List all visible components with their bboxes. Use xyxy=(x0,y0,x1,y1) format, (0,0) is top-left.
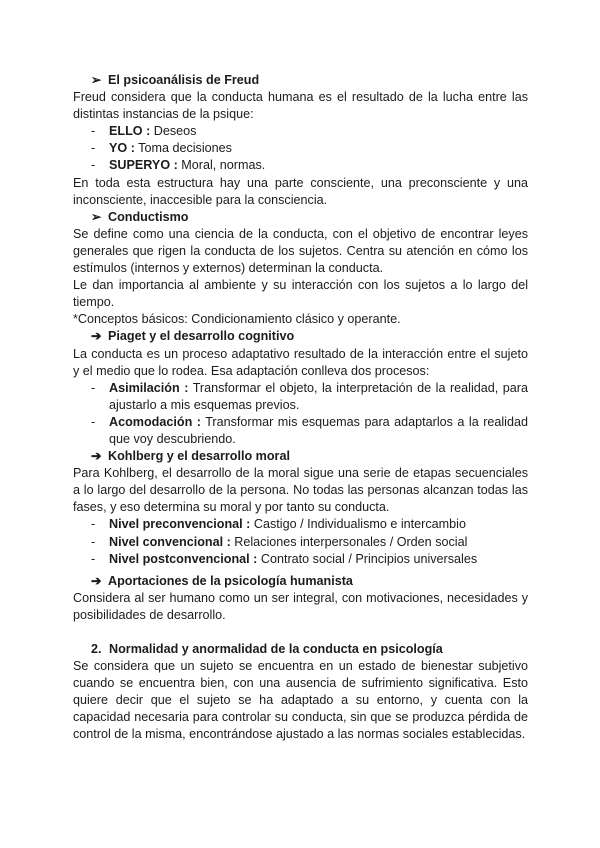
list-item xyxy=(73,123,528,140)
list-item xyxy=(73,380,528,414)
list-item xyxy=(73,534,528,551)
conductismo-paragraph-2: Le dan importancia al ambiente y su interacción con los sujetos a lo largo del tiempo. xyxy=(73,278,528,310)
arrow-bullet-icon: ➔ xyxy=(91,573,102,588)
heading-piaget-title: Piaget y el desarrollo cognitivo xyxy=(108,329,295,344)
list-text: Transformar mis esquemas para adaptarlos a la realidad que voy descubriendo. xyxy=(109,414,528,446)
heading-humanista-title: Aportaciones de la psicología humanista xyxy=(108,573,353,588)
kohlberg-list xyxy=(73,516,528,567)
freud-list xyxy=(73,123,528,174)
arrow-bullet-icon: ➔ xyxy=(91,449,102,464)
list-text: Relaciones interpersonales / Orden social xyxy=(230,534,468,549)
list-item xyxy=(73,414,528,448)
section-2-paragraph: Se considera que un sujeto se encuentra en un estado de bienestar subjetivo cuando se encuentra bien, con una ausencia de sufrimiento significativa. Esto quiere decir que el sujeto se ha adaptado a su entorno, y cuenta con la capacidad necesaria para controlar su conducta, sin que se produzca pérdida de control de la misma, encontrándose ajustado a las normas sociales establecidas. xyxy=(73,659,528,742)
list-term: Nivel preconvencional : xyxy=(109,517,251,532)
list-text: Contrato social / Principios universales xyxy=(257,551,478,566)
dash-bullet: - xyxy=(91,380,96,395)
dash-bullet: - xyxy=(91,534,96,549)
list-text: Transformar el objeto, la interpretación de la realidad, para ajustarlo a mis esquemas previos. xyxy=(109,380,528,412)
freud-intro: Freud considera que la conducta humana es el resultado de la lucha entre las distintas instancias de la psique: xyxy=(73,90,528,122)
heading-humanista xyxy=(73,573,528,590)
heading-conductismo xyxy=(73,209,528,226)
heading-freud-title: El psicoanálisis de Freud xyxy=(108,73,260,87)
list-text: Castigo / Individualismo e intercambio xyxy=(250,517,466,532)
arrow-bullet-icon: ➔ xyxy=(91,329,102,344)
arrowhead-bullet-icon: ➢ xyxy=(91,73,102,87)
kohlberg-intro: Para Kohlberg, el desarrollo de la moral sigue una serie de etapas secuenciales a lo largo del desarrollo de la persona. No todas las personas alcanzan todas las fases, y eso determina su moral y por tanto su conducta. xyxy=(73,466,528,515)
heading-piaget xyxy=(73,328,528,345)
list-term: YO : xyxy=(109,141,135,156)
list-item xyxy=(73,551,528,568)
heading-conductismo-title: Conductismo xyxy=(108,209,189,224)
list-term: Nivel postconvencional : xyxy=(109,551,258,566)
list-item xyxy=(73,516,528,533)
section-number: 2. xyxy=(91,642,102,656)
conductismo-paragraph-3: *Conceptos básicos: Condicionamiento clásico y operante. xyxy=(73,312,401,327)
section-2-heading xyxy=(73,641,528,658)
list-term: Nivel convencional : xyxy=(109,534,231,549)
dash-bullet: - xyxy=(91,158,96,173)
humanista-paragraph: Considera al ser humano como un ser integral, con motivaciones, necesidades y posibilidades de desarrollo. xyxy=(73,590,528,622)
piaget-list xyxy=(73,380,528,448)
list-term: ELLO : xyxy=(109,124,151,139)
list-text: Toma decisiones xyxy=(134,141,232,156)
section-2-title: Normalidad y anormalidad de la conducta en psicología xyxy=(109,642,443,656)
dash-bullet: - xyxy=(91,141,96,156)
list-item xyxy=(73,140,528,157)
heading-kohlberg xyxy=(73,448,528,465)
arrowhead-bullet-icon: ➢ xyxy=(91,209,102,224)
list-text: Moral, normas. xyxy=(177,158,266,173)
list-term: Acomodación : xyxy=(109,414,201,429)
list-item xyxy=(73,157,528,174)
piaget-intro: La conducta es un proceso adaptativo resultado de la interacción entre el sujeto y el medio que lo rodea. Esa adaptación conlleva dos procesos: xyxy=(73,346,528,378)
dash-bullet: - xyxy=(91,551,96,566)
heading-freud xyxy=(73,72,528,89)
heading-kohlberg-title: Kohlberg y el desarrollo moral xyxy=(108,449,290,464)
document-body xyxy=(73,72,528,744)
list-text: Deseos xyxy=(150,124,197,139)
dash-bullet: - xyxy=(91,124,96,139)
dash-bullet: - xyxy=(91,414,96,429)
freud-outro: En toda esta estructura hay una parte consciente, una preconsciente y una inconsciente, inaccesible para la consciencia. xyxy=(73,175,528,207)
conductismo-paragraph-1: Se define como una ciencia de la conducta, con el objetivo de encontrar leyes generales que rigen la conducta de los sujetos. Centra su atención en cómo los estímulos (internos y externos) determinan la conducta. xyxy=(73,226,528,276)
list-term: Asimilación : xyxy=(109,380,189,395)
list-term: SUPERYO : xyxy=(109,158,178,173)
dash-bullet: - xyxy=(91,517,96,532)
